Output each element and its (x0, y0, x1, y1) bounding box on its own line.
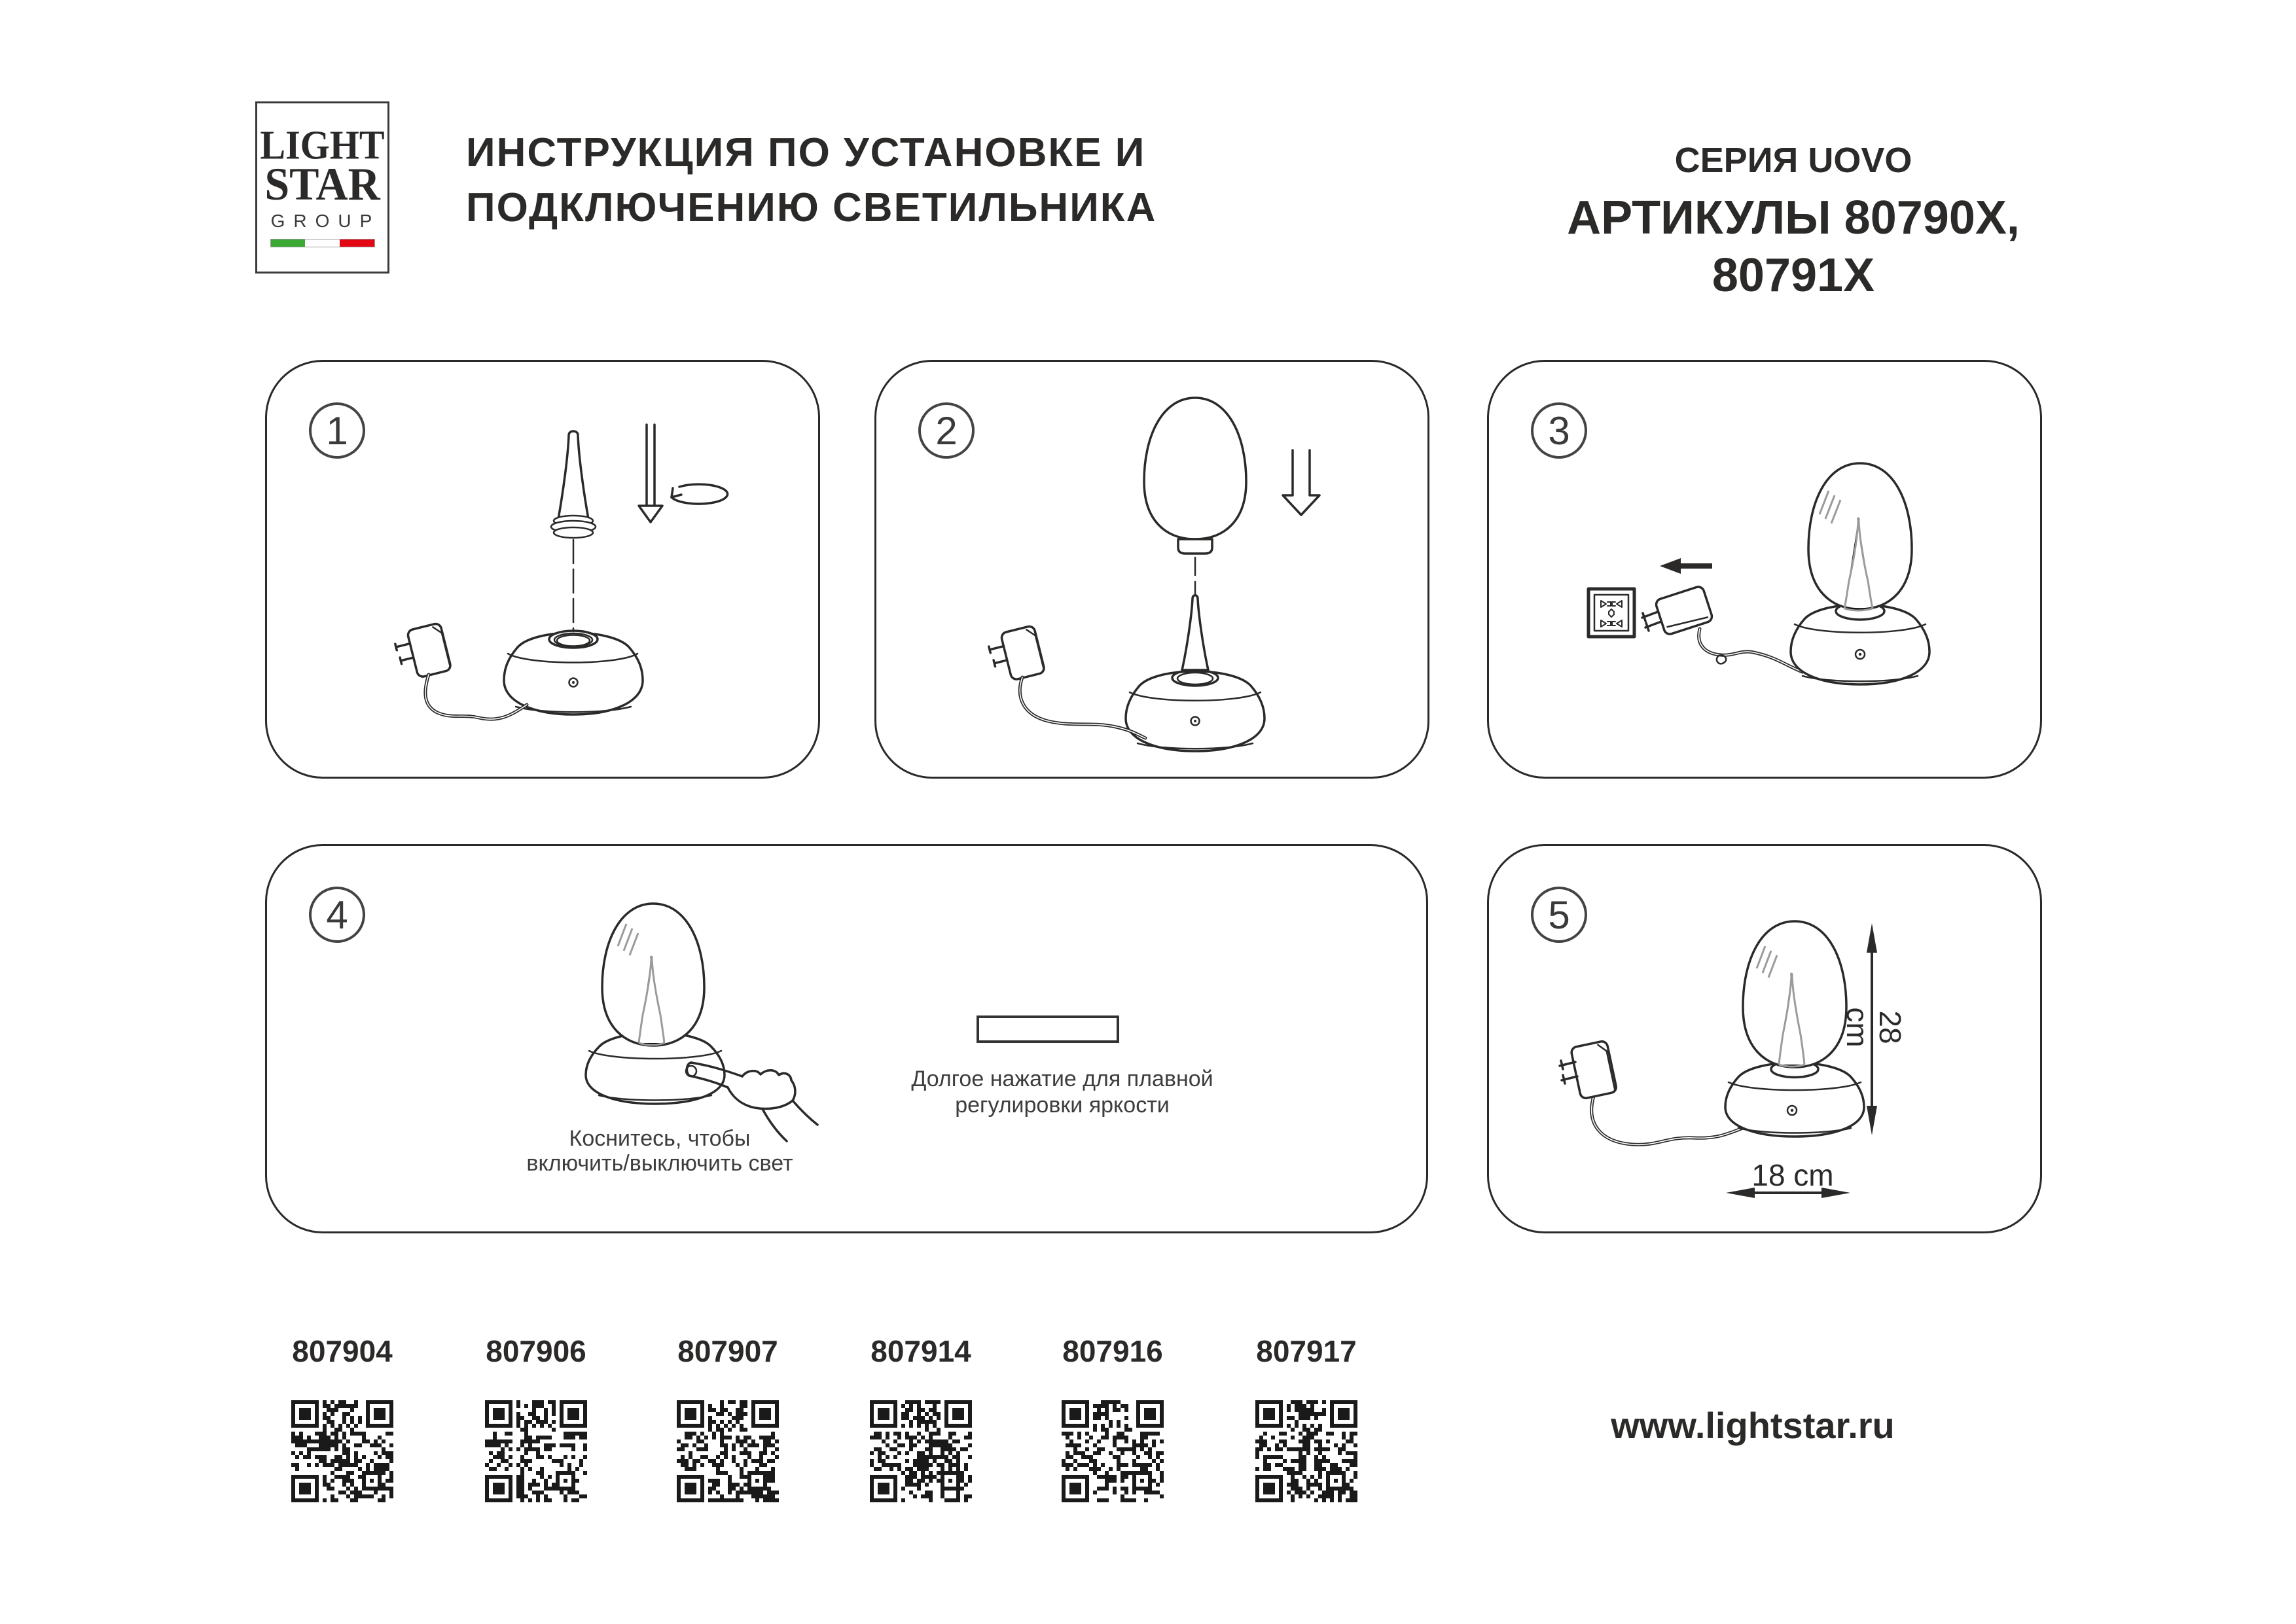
logo-word-group: GROUP (270, 210, 381, 231)
glass-shade (1144, 398, 1246, 554)
step-panel-1 (265, 360, 820, 779)
left-arrow-icon (1660, 558, 1712, 574)
step-number-badge: 1 (309, 402, 365, 459)
article-number: 807916 (1062, 1334, 1163, 1368)
step-panel-3 (1487, 360, 2042, 779)
power-plug (1642, 586, 1803, 672)
article-number: 807906 (486, 1334, 586, 1368)
articles-label-line1: АРТИКУЛЫ 80790X, (1567, 192, 2020, 244)
brightness-slider-shape (977, 1015, 1119, 1043)
down-arrow-icon (1283, 450, 1319, 515)
qr-code (862, 1392, 980, 1510)
step4-illustration (267, 846, 1430, 1235)
step-number-badge: 2 (918, 402, 975, 459)
brightness-note-line1: Долгое нажатие для плавной (911, 1067, 1213, 1091)
step1-illustration (267, 362, 822, 781)
step-number-badge: 5 (1531, 887, 1587, 943)
step-panel-2 (874, 360, 1429, 779)
qr-code (477, 1392, 595, 1510)
flag-white-stripe (305, 239, 340, 247)
italian-flag-icon (270, 239, 375, 247)
qr-code (1054, 1392, 1172, 1510)
article-number: 807907 (677, 1334, 778, 1368)
step-panel-4 (265, 844, 1428, 1233)
power-adapter (986, 626, 1145, 738)
step-number-badge: 4 (309, 887, 365, 943)
qr-code (1247, 1392, 1365, 1510)
flag-red-stripe (340, 239, 374, 247)
lamp-assembly (1791, 463, 1929, 684)
rotate-arrow-icon (639, 425, 728, 522)
series-label: СЕРИЯ UOVO (1674, 141, 1912, 180)
spike-finial (1182, 595, 1208, 670)
flag-green-stripe (271, 239, 306, 247)
height-dimension-label: 28 cm (1840, 1007, 1907, 1048)
lightstar-logo (255, 101, 389, 274)
logo-word-star: STAR (264, 158, 380, 210)
article-number: 807914 (870, 1334, 971, 1368)
touch-caption (476, 1126, 843, 1176)
power-cord (1699, 629, 1803, 672)
lamp-base (504, 631, 643, 715)
touch-caption-line2: включить/выключить свет (526, 1151, 793, 1176)
qr-code (669, 1392, 787, 1510)
touch-caption-line1: Коснитесь, чтобы (569, 1126, 751, 1151)
brightness-note (879, 1066, 1246, 1118)
page-title (466, 126, 1448, 236)
step-panel-5 (1487, 844, 2042, 1233)
page-title-line2: ПОДКЛЮЧЕНИЮ СВЕТИЛЬНИКА (466, 185, 1157, 230)
spike-finial (551, 431, 596, 538)
power-cord (1592, 1096, 1743, 1144)
width-dimension-label: 18 cm (1751, 1158, 1834, 1192)
step3-illustration (1489, 362, 2044, 781)
article-number: 807917 (1256, 1334, 1357, 1368)
article-number: 807904 (292, 1334, 393, 1368)
step-number-badge: 3 (1531, 402, 1587, 459)
brightness-note-line2: регулировки яркости (955, 1093, 1170, 1118)
website-url: www.lightstar.ru (1611, 1405, 1895, 1446)
wall-socket (1588, 589, 1634, 637)
step2-illustration (876, 362, 1431, 781)
page-title-line1: ИНСТРУКЦИЯ ПО УСТАНОВКЕ И (466, 130, 1146, 175)
power-adapter (1560, 1040, 1743, 1144)
articles-label-line2: 80791X (1712, 249, 1875, 302)
qr-code (283, 1392, 401, 1510)
lamp-assembly (586, 904, 725, 1104)
logo-word-light: LIGHT (260, 122, 385, 168)
